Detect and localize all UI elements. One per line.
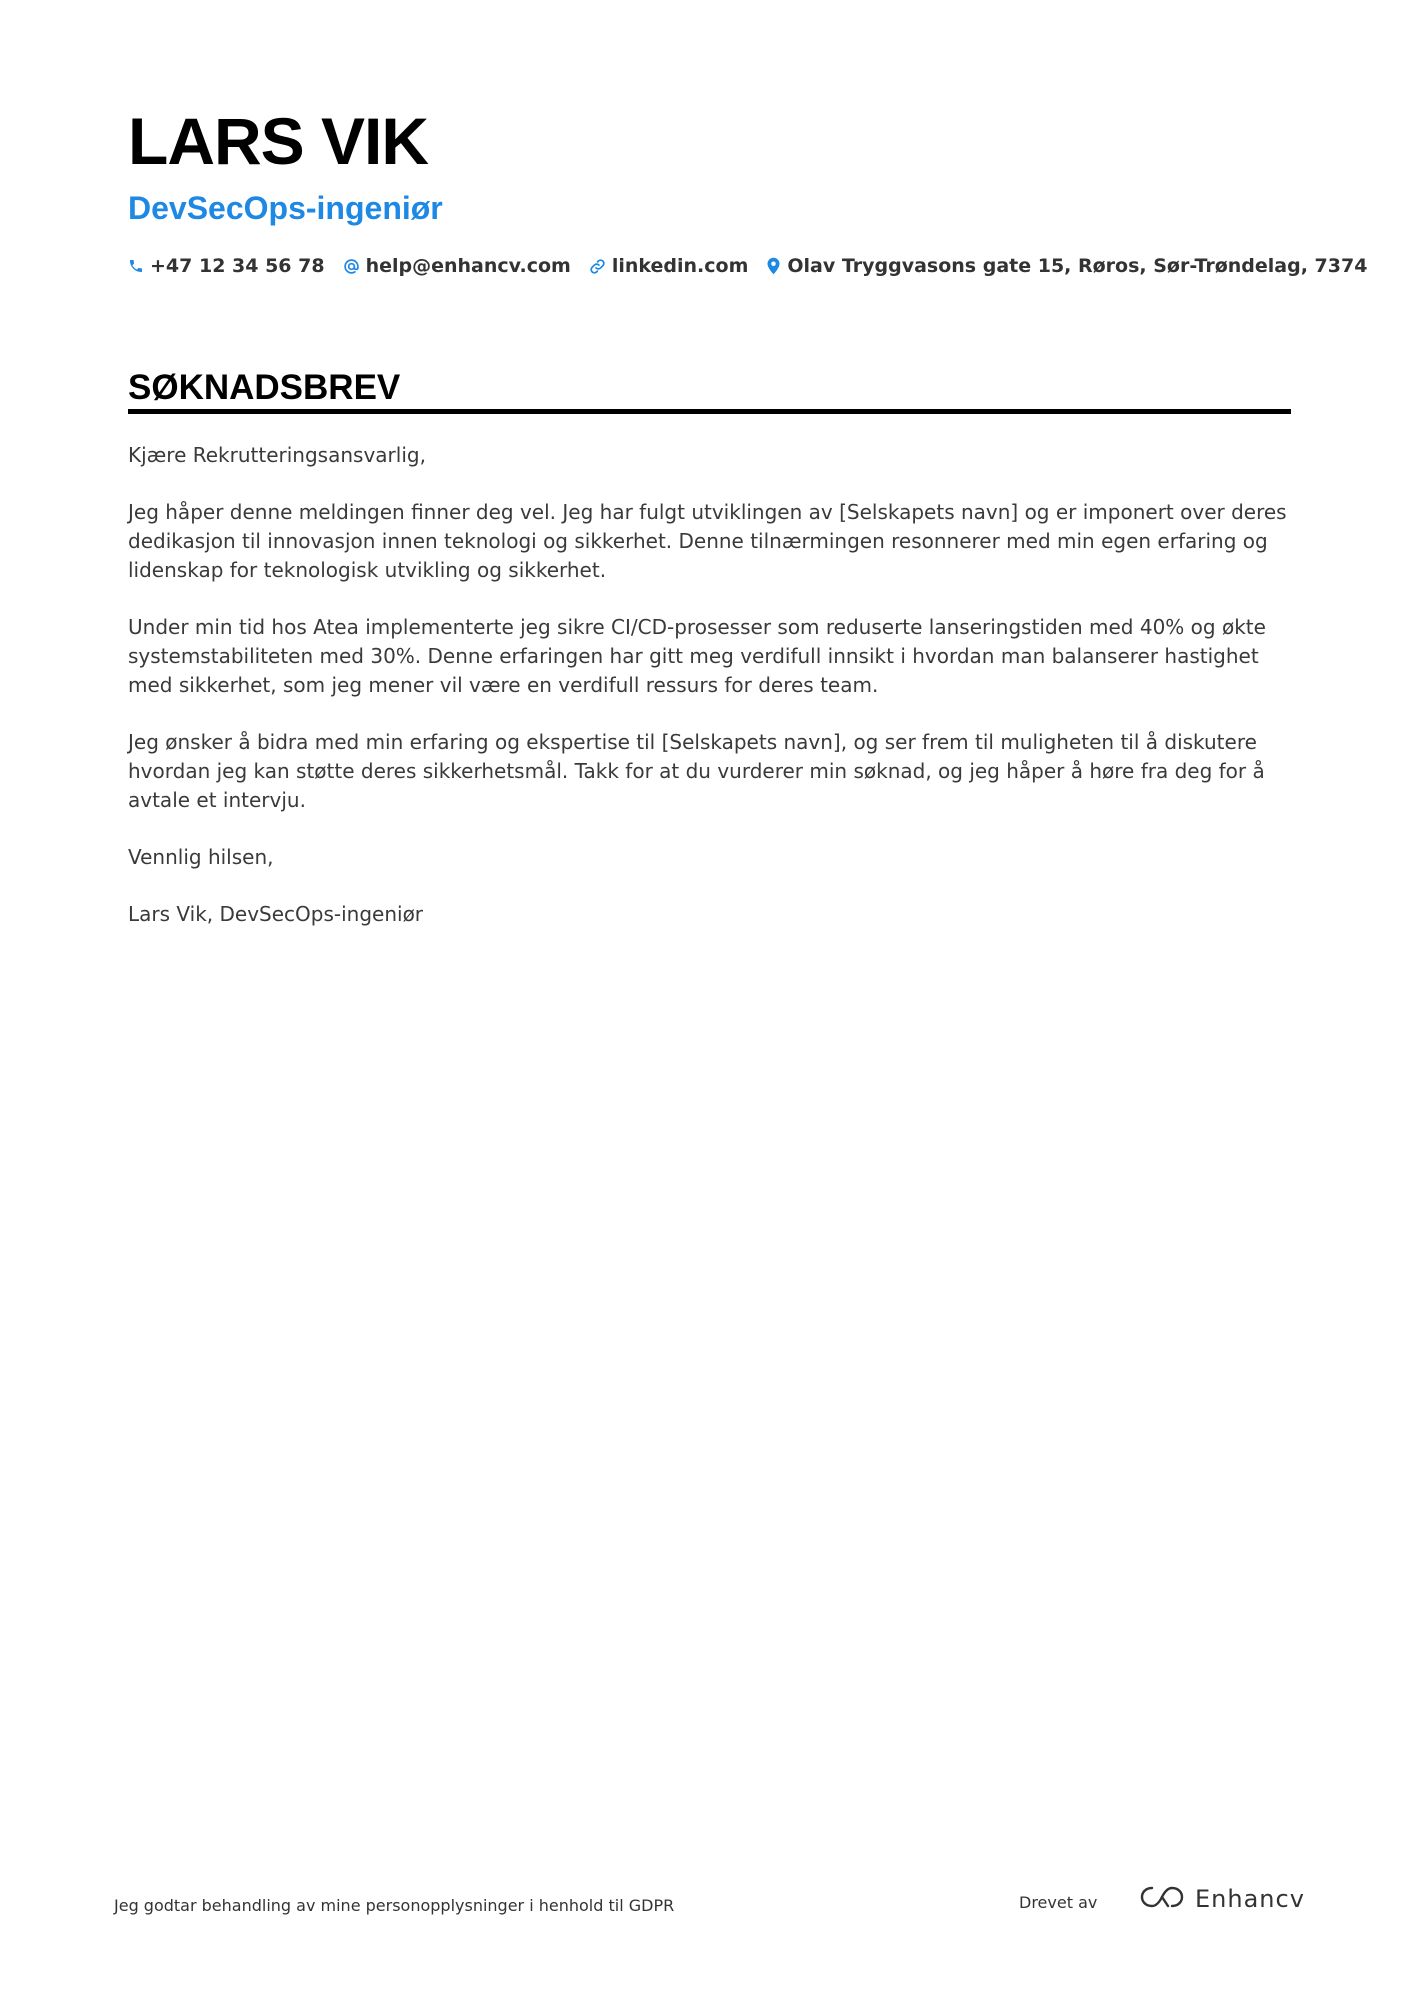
section-divider <box>128 409 1291 414</box>
letter-closing: Vennlig hilsen, <box>128 845 274 869</box>
letter-paragraph-2: Under min tid hos Atea implementerte jeg sikre CI/CD-prosesser som reduserte lanseringstiden med 40% og økte systemstabiliteten med 30%. Denne erfaringen har gitt meg verdifull innsikt i hvordan man balanserer hastighet med sikkerhet, som jeg mener vil være en verdifull ressurs for deres team. <box>128 615 1266 697</box>
contact-bar <box>128 255 1367 277</box>
contact-linkedin[interactable] <box>589 255 749 277</box>
link-icon <box>589 258 606 275</box>
enhancv-logo-icon <box>1139 1884 1185 1914</box>
contact-email[interactable] <box>343 255 571 277</box>
contact-phone <box>128 255 325 277</box>
job-title: DevSecOps-ingeniør <box>128 190 443 226</box>
letter-signature: Lars Vik, DevSecOps-ingeniør <box>128 902 424 926</box>
letter-greeting: Kjære Rekrutteringsansvarlig, <box>128 443 426 467</box>
phone-icon <box>128 258 144 274</box>
address-text: Olav Tryggvasons gate 15, Røros, Sør-Trøndelag, 7374 <box>787 255 1368 277</box>
enhancv-logo[interactable] <box>1139 1884 1305 1914</box>
candidate-name: LARS VIK <box>128 104 429 178</box>
location-pin-icon <box>766 257 781 275</box>
email-text[interactable]: help@enhancv.com <box>365 255 571 277</box>
enhancv-brand-text: Enhancv <box>1195 1885 1305 1913</box>
powered-by-label: Drevet av <box>1019 1893 1098 1912</box>
letter-paragraph-1: Jeg håper denne meldingen finner deg vel. Jeg har fulgt utviklingen av [Selskapets navn] og er imponert over deres dedikasjon til innovasjon innen teknologi og sikkerhet. Denne tilnærmingen resonnerer med min egen erfaring og lidenskap for teknologisk utvikling og sikkerhet. <box>128 500 1287 582</box>
phone-text: +47 12 34 56 78 <box>150 255 325 277</box>
gdpr-consent: Jeg godtar behandling av mine personopplysninger i henhold til GDPR <box>114 1896 675 1915</box>
section-title: SØKNADSBREV <box>128 368 401 407</box>
linkedin-text[interactable]: linkedin.com <box>611 255 749 277</box>
at-icon <box>343 258 360 275</box>
letter-body <box>128 441 1288 957</box>
contact-address <box>766 255 1367 277</box>
letter-paragraph-3: Jeg ønsker å bidra med min erfaring og ekspertise til [Selskapets navn], og ser frem til muligheten til å diskutere hvordan jeg kan støtte deres sikkerhetsmål. Takk for at du vurderer min søknad, og jeg håper å høre fra deg for å avtale et intervju. <box>128 730 1265 812</box>
